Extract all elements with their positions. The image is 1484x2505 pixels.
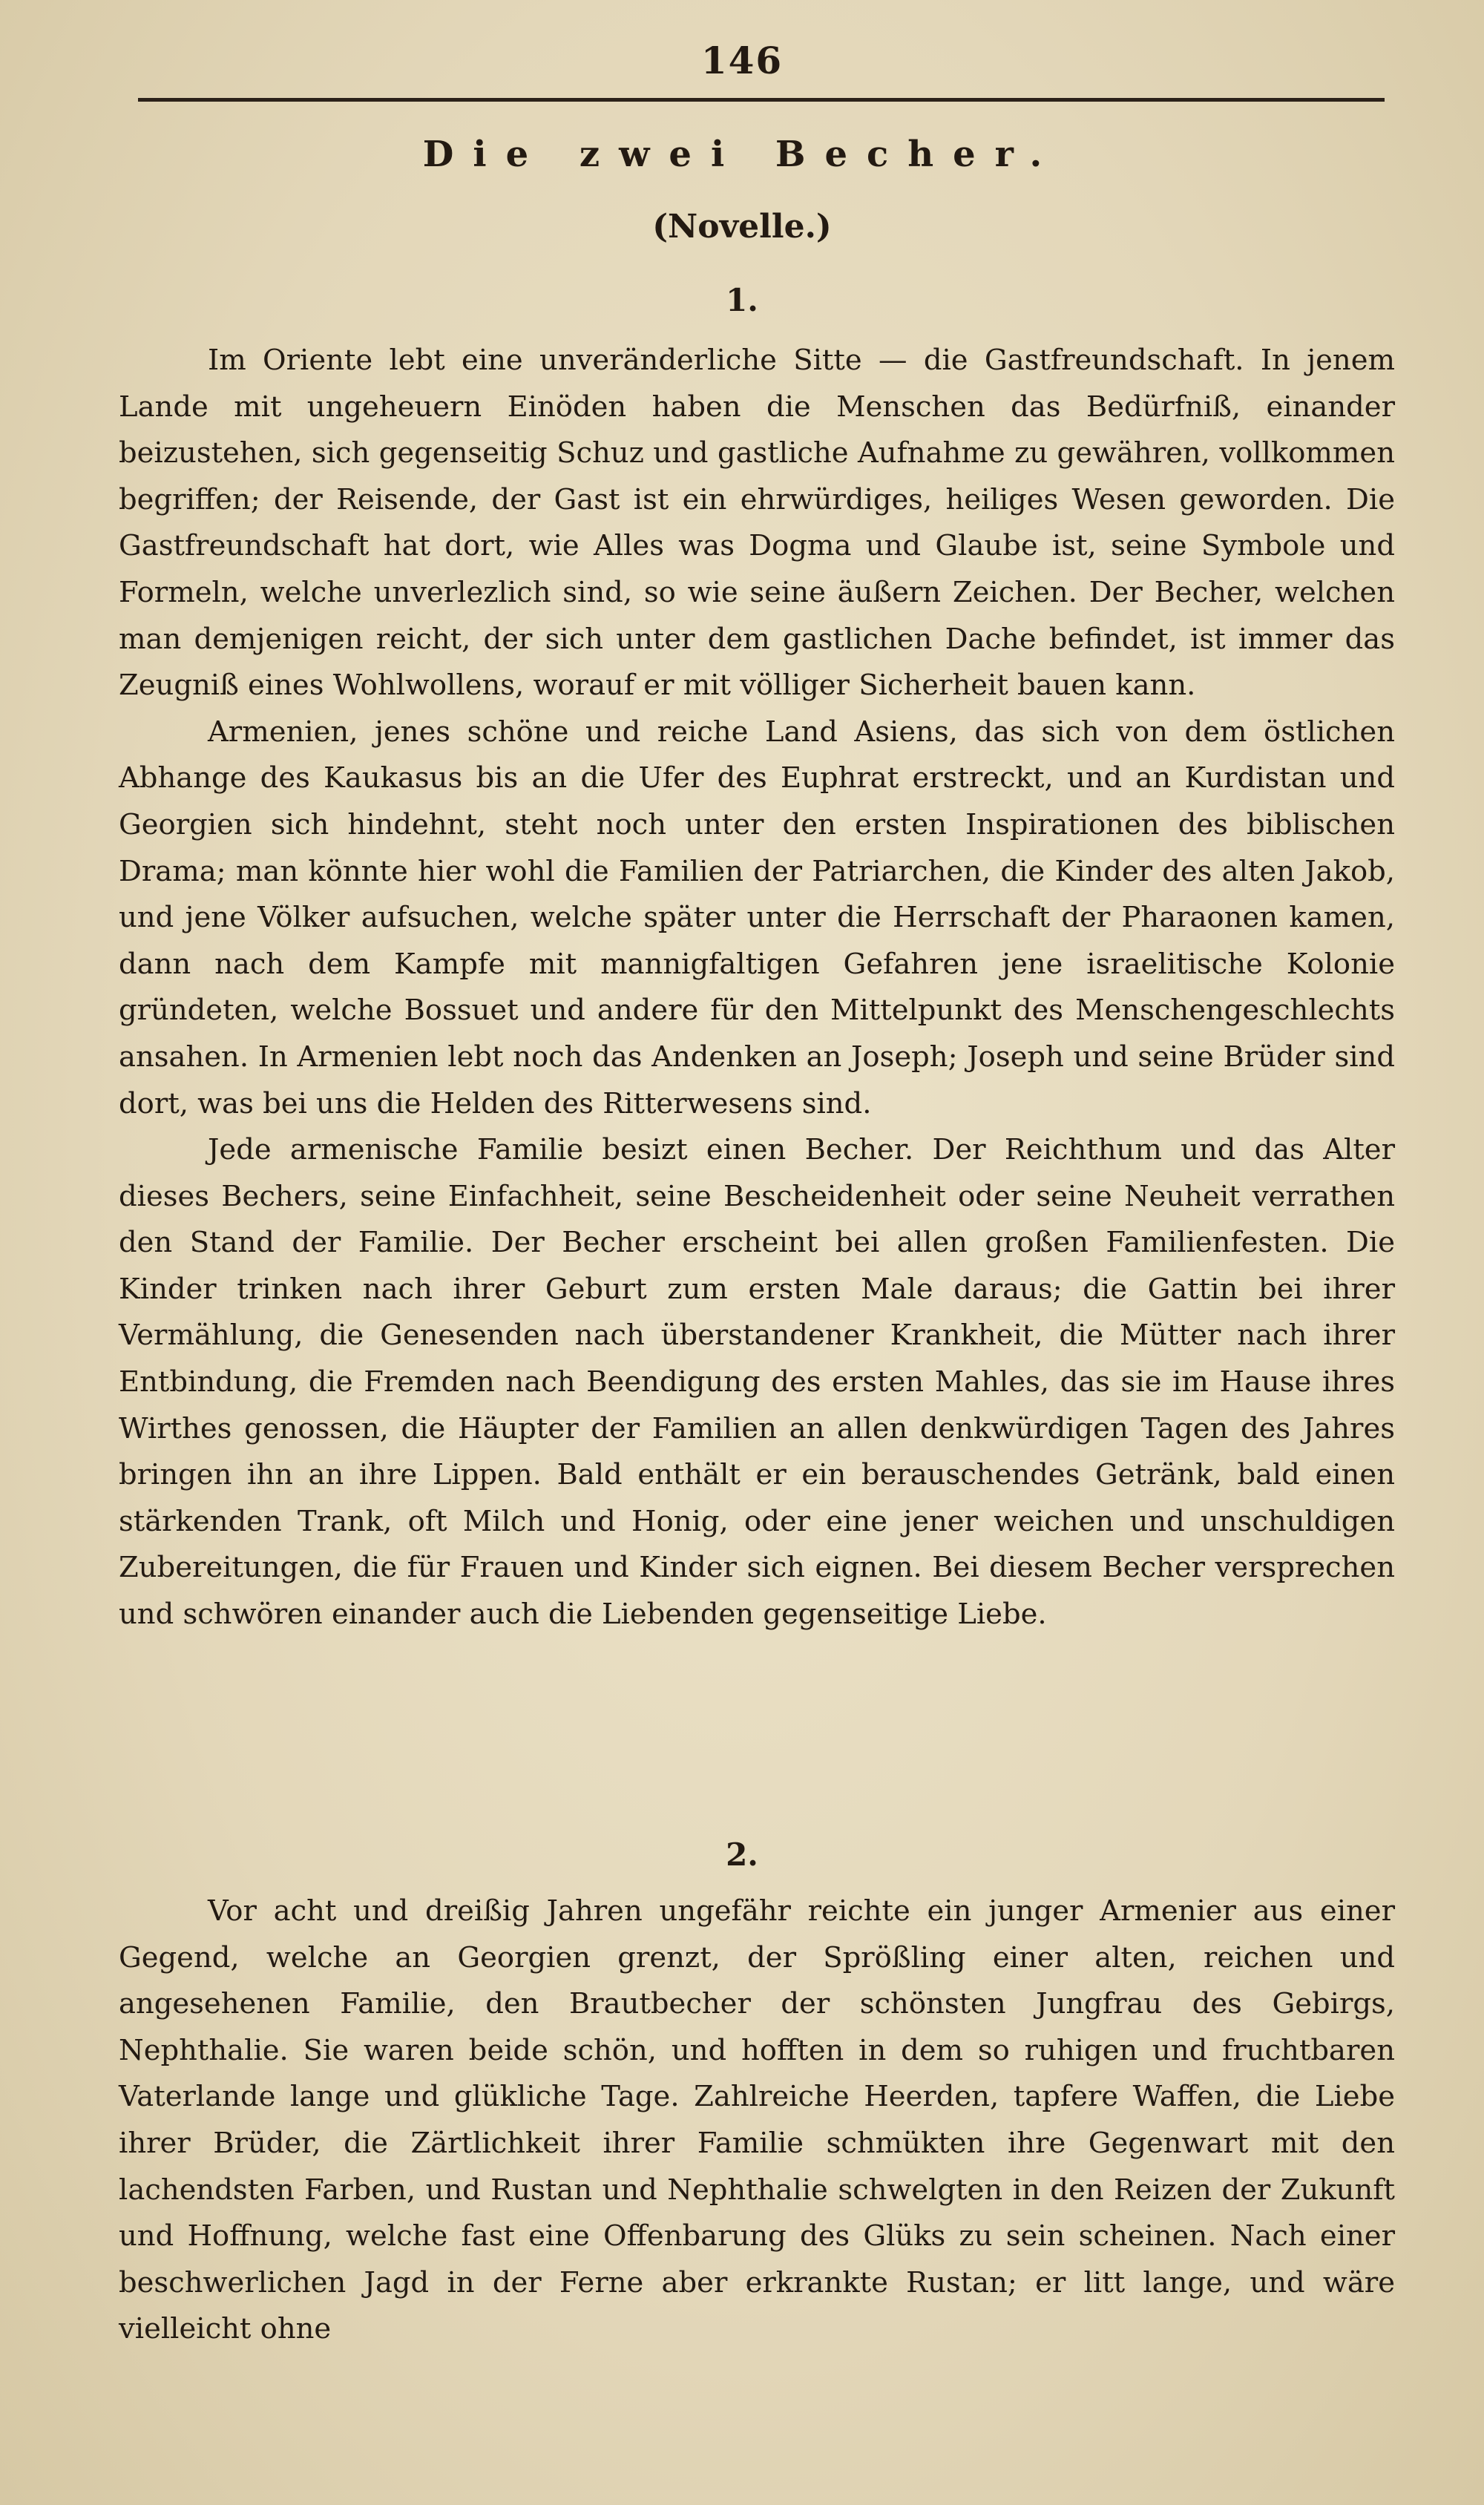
section-2-text [119, 1888, 1395, 2353]
paragraph: Vor acht und dreißig Jahren ungefähr reichte ein junger Armenier aus einer Gegend, welche an Georgien grenzt, der Sprößling einer alten, reichen und angesehenen Familie, den Brautbecher der schönsten Jungfrau des Gebirgs, Nephthalie. Sie waren beide schön, und hofften in dem so ruhigen und fruchtbaren Vaterlande lange und glükliche Tage. Zahlreiche Heerden, tapfere Waffen, die Liebe ihrer Brüder, die Zärtlichkeit ihrer Familie schmükten ihre Gegenwart mit den lachendsten Farben, und Rustan und Nephthalie schwelgten in den Reizen der Zukunft und Hoffnung, welche fast eine Offenbarung des Glüks zu sein scheinen. Nach einer beschwerlichen Jagd in der Ferne aber erkrankte Rustan; er litt lange, und wäre vielleicht ohne [119, 1894, 1395, 2346]
section-number-2: 2. [726, 1836, 758, 1873]
paragraph: Armenien, jenes schöne und reiche Land Asiens, das sich von dem östlichen Abhange des Kaukasus bis an die Ufer des Euphrat erstreckt, und an Kurdistan und Georgien sich hindehnt, steht noch unter den ersten Inspirationen des biblischen Drama; man könnte hier wohl die Familien der Patriarchen, die Kinder des alten Jakob, und jene Völker aufsuchen, welche später unter die Herrschaft der Pharaonen kamen, dann nach dem Kampfe mit mannigfaltigen Gefahren jene israelitische Kolonie gründeten, welche Bossuet und andere für den Mittelpunkt des Menschengeschlechts ansahen. In Armenien lebt noch das Andenken an Joseph; Joseph und seine Brüder sind dort, was bei uns die Helden des Ritterwesens sind. [119, 715, 1395, 1120]
story-subtitle: (Novelle.) [652, 208, 832, 246]
section-1-text [119, 338, 1395, 1638]
story-title: Die zwei Becher. [422, 134, 1062, 175]
paragraph: Jede armenische Familie besizt einen Becher. Der Reichthum und das Alter dieses Bechers, seine Einfachheit, seine Bescheidenheit oder seine Neuheit verrathen den Stand der Familie. Der Becher erscheint bei allen großen Familienfesten. Die Kinder trinken nach ihrer Geburt zum ersten Male daraus; die Gattin bei ihrer Vermählung, die Genesenden nach überstandener Krankheit, die Mütter nach ihrer Entbindung, die Fremden nach Beendigung des ersten Mahles, das sie im Hause ihres Wirthes genossen, die Häupter der Familien an allen denkwürdigen Tagen des Jahres bringen ihn an ihre Lippen. Bald enthält er ein berauschendes Getränk, bald einen stärkenden Trank, oft Milch und Honig, oder eine jener weichen und unschuldigen Zubereitungen, die für Frauen und Kinder sich eignen. Bei diesem Becher versprechen und schwören einander auch die Liebenden gegenseitige Liebe. [119, 1133, 1395, 1632]
paragraph: Im Oriente lebt eine unveränderliche Sitte — die Gastfreundschaft. In jenem Lande mit ungeheuern Einöden haben die Menschen das Bedürfniß, einander beizustehen, sich gegenseitig Schuz und gastliche Aufnahme zu gewähren, vollkommen begriffen; der Reisende, der Gast ist ein ehrwürdiges, heiliges Wesen geworden. Die Gastfreundschaft hat dort, wie Alles was Dogma und Glaube ist, seine Symbole und Formeln, welche unverlezlich sind, so wie seine äußern Zeichen. Der Becher, welchen man demjenigen reicht, der sich unter dem gastlichen Dache befindet, ist immer das Zeugniß eines Wohlwollens, worauf er mit völliger Sicherheit bauen kann. [119, 344, 1395, 703]
section-number-1: 1. [726, 282, 758, 318]
header-rule [138, 98, 1385, 102]
page-number: 146 [700, 39, 784, 82]
